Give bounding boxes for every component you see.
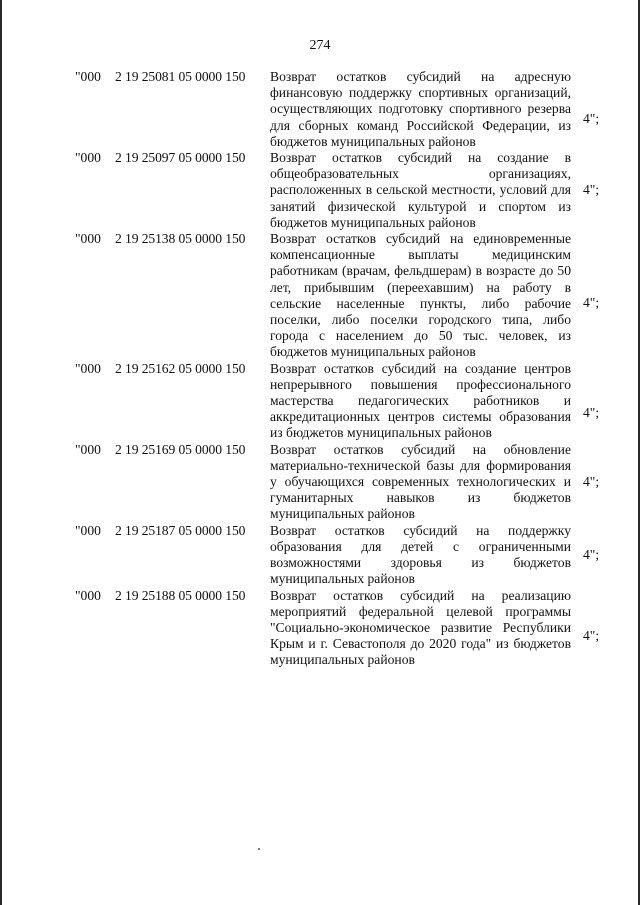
page-number: 274 xyxy=(309,38,331,53)
budget-code-list xyxy=(0,69,640,669)
budget-code-entry xyxy=(0,361,640,442)
entry-description: Возврат остатков субсидий на обновление материально-технической базы для формирования у обучающихся современных технологических и гуманитарных навыков из бюджетов муниципальных районов xyxy=(270,441,571,522)
entry-prefix: "000 xyxy=(75,522,101,538)
entry-description: Возврат остатков субсидий на адресную финансовую поддержку спортивных организаций, осуществляющих подготовку спортивного резерва для сборных команд Российской Федерации, из бюджетов муниципальных районов xyxy=(270,69,571,149)
entry-prefix: "000 xyxy=(75,150,101,166)
entry-code: 2 19 25169 05 0000 150 xyxy=(115,441,246,457)
entry-code: 2 19 25187 05 0000 150 xyxy=(115,522,246,538)
entry-description: Возврат остатков субсидий на создание центров непрерывного повышения профессионального мастерства педагогических работников и аккредитационных центров системы образования из бюджетов муниципальных районов xyxy=(270,360,571,441)
entry-prefix: "000 xyxy=(75,69,101,84)
entry-suffix: 4"; xyxy=(583,295,600,311)
entry-code: 2 19 25188 05 0000 150 xyxy=(115,587,246,603)
entry-code: 2 19 25081 05 0000 150 xyxy=(115,69,246,84)
entry-suffix: 4"; xyxy=(583,546,600,562)
entry-code: 2 19 25097 05 0000 150 xyxy=(115,150,246,166)
entry-prefix: "000 xyxy=(75,587,101,603)
entry-description: Возврат остатков субсидий на поддержку образования для детей с ограниченными возможностями здоровья из бюджетов муниципальных районов xyxy=(270,522,571,587)
budget-code-entry xyxy=(0,231,640,361)
entry-suffix: 4"; xyxy=(583,404,600,420)
entry-description: Возврат остатков субсидий на реализацию мероприятий федеральной целевой программы "Социально-экономическое развитие Республики Крым и г. Севастополя до 2020 года" из бюджетов муниципальных районов xyxy=(270,587,571,668)
entry-code: 2 19 25138 05 0000 150 xyxy=(115,231,246,247)
entry-prefix: "000 xyxy=(75,360,101,376)
entry-suffix: 4"; xyxy=(583,111,600,126)
budget-code-entry xyxy=(0,442,640,523)
budget-code-entry xyxy=(0,588,640,669)
budget-code-entry xyxy=(0,523,640,588)
entry-code: 2 19 25162 05 0000 150 xyxy=(115,360,246,376)
entry-prefix: "000 xyxy=(75,231,101,247)
entry-prefix: "000 xyxy=(75,441,101,457)
entry-suffix: 4"; xyxy=(583,182,600,198)
entry-suffix: 4"; xyxy=(583,473,600,489)
entry-description: Возврат остатков субсидий на единовременные компенсационные выплаты медицинским работникам (врачам, фельдшерам) в возрасте до 50 лет, прибывшим (переехавшим) на работу в сельские населенные пункты, либо рабочие поселки, либо поселки городского типа, либо города с населением до 50 тыс. человек, из бюджетов муниципальных районов xyxy=(270,231,571,360)
budget-code-entry xyxy=(0,150,640,231)
entry-description: Возврат остатков субсидий на создание в общеобразовательных организациях, расположенных в сельской местности, условий для занятий физической культурой и спортом из бюджетов муниципальных районов xyxy=(270,150,571,230)
scan-dot xyxy=(258,848,260,850)
entry-suffix: 4"; xyxy=(583,627,600,643)
budget-code-entry xyxy=(0,69,640,150)
